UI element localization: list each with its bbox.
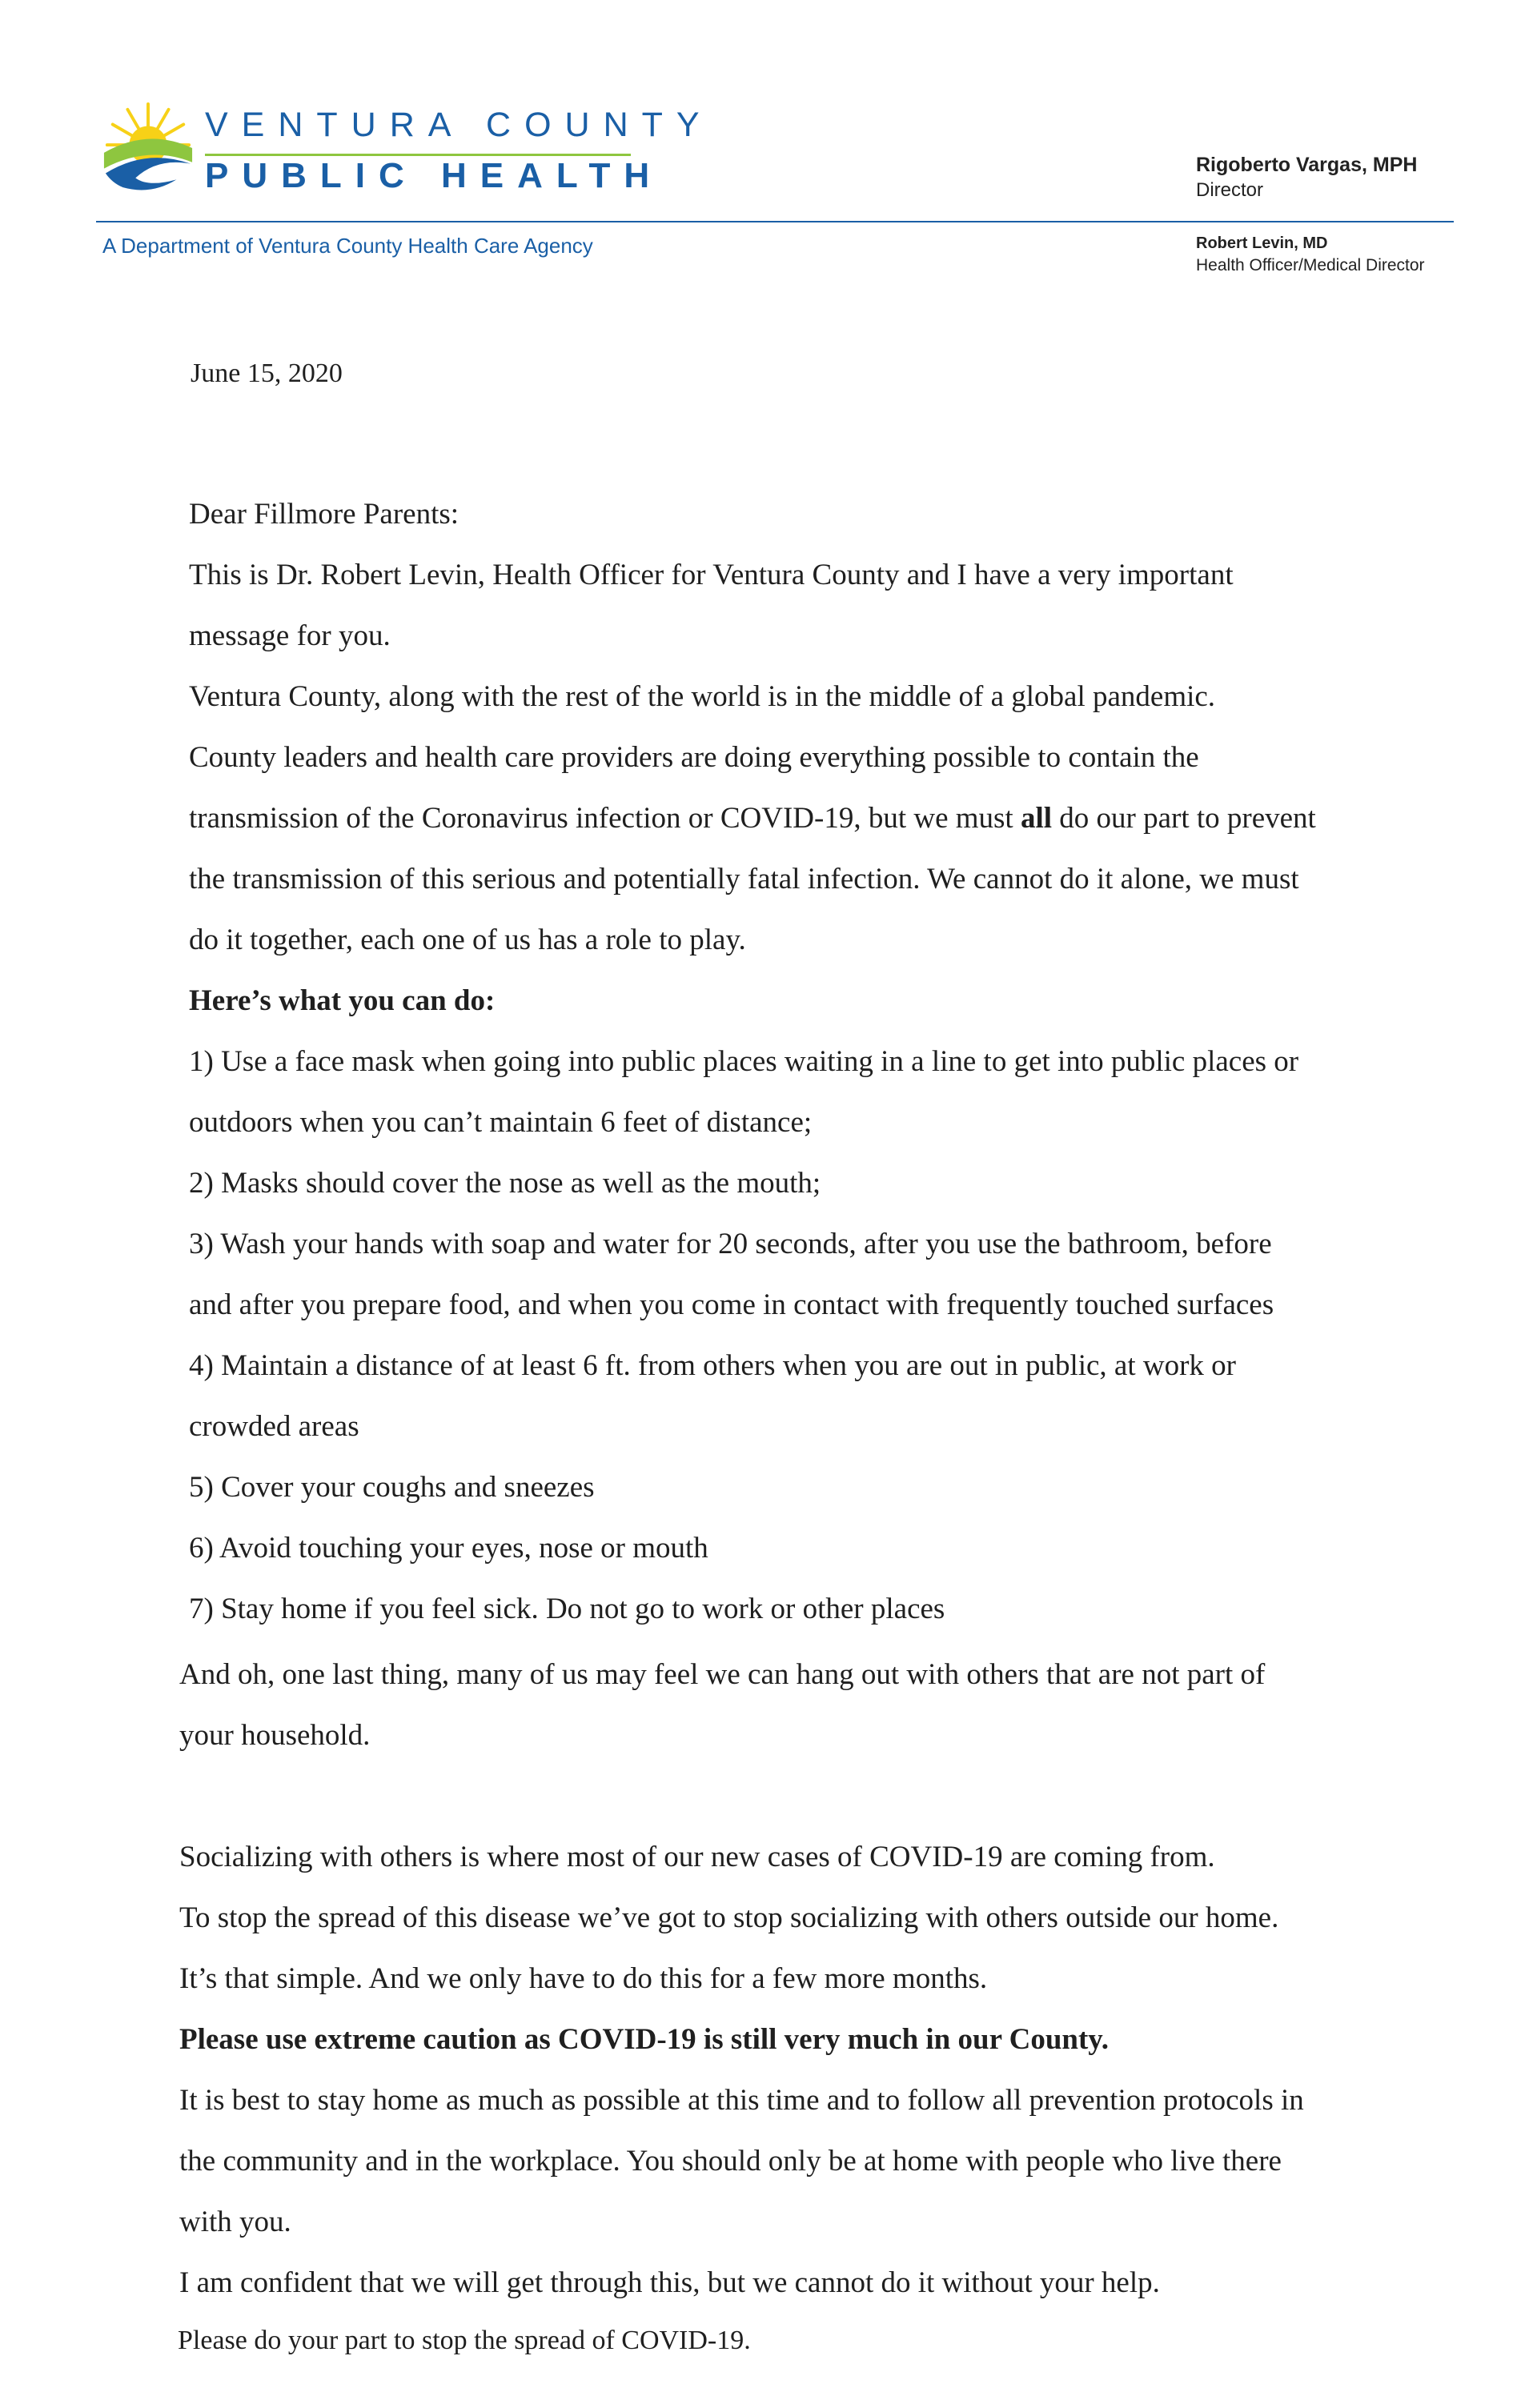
body-line: the transmission of this serious and potentially fatal infection. We cannot do it alone, we must <box>189 863 1299 895</box>
body-line: with you. <box>179 2206 291 2238</box>
list-item: 6) Avoid touching your eyes, nose or mouth <box>189 1532 708 1565</box>
body-line: County leaders and health care providers are doing everything possible to contain the <box>189 741 1199 774</box>
list-item: 7) Stay home if you feel sick. Do not go to work or other places <box>189 1593 945 1625</box>
list-item: 3) Wash your hands with soap and water for 20 seconds, after you use the bathroom, before <box>189 1228 1272 1260</box>
body-line: To stop the spread of this disease we’ve got to stop socializing with others outside our home. <box>179 1901 1279 1934</box>
body-line-emphasis <box>189 788 1494 849</box>
department-line: A Department of Ventura County Health Care Agency <box>102 234 593 258</box>
emph-pre: transmission of the Coronavirus infection or COVID-19, but we must <box>189 802 1021 835</box>
letter-body-part1 <box>189 484 1494 1640</box>
org-name-line2: PUBLIC HEALTH <box>205 156 664 195</box>
director-title: Director <box>1196 179 1264 201</box>
body-line: This is Dr. Robert Levin, Health Officer for Ventura County and I have a very important <box>189 559 1234 591</box>
officer-title: Health Officer/Medical Director <box>1196 256 1425 274</box>
list-item: 2) Masks should cover the nose as well as the mouth; <box>189 1167 821 1200</box>
body-line: the community and in the workplace. You should only be at home with people who live there <box>179 2145 1282 2178</box>
list-item: 4) Maintain a distance of at least 6 ft. from others when you are out in public, at work or <box>189 1349 1236 1382</box>
body-line: I am confident that we will get through this, but we cannot do it without your help. <box>179 2266 1160 2299</box>
letter-date: June 15, 2020 <box>191 359 343 388</box>
emph-bold: all <box>1020 802 1053 835</box>
final-line: Please do your part to stop the spread of COVID-19. <box>178 2326 751 2355</box>
director-block <box>1196 152 1417 203</box>
caution-line: Please use extreme caution as COVID-19 is still very much in our County. <box>179 2023 1110 2056</box>
salutation: Dear Fillmore Parents: <box>189 498 459 531</box>
director-name: Rigoberto Vargas, MPH <box>1196 154 1418 176</box>
list-item: crowded areas <box>189 1410 359 1443</box>
list-item: outdoors when you can’t maintain 6 feet of distance; <box>189 1106 813 1139</box>
list-item: 1) Use a face mask when going into public places waiting in a line to get into public places or <box>189 1045 1299 1078</box>
body-line: your household. <box>179 1719 371 1752</box>
public-health-logo <box>101 101 195 195</box>
letterhead-rule <box>96 221 1454 222</box>
paragraph-gap <box>179 1766 1500 1827</box>
body-line: Ventura County, along with the rest of the world is in the middle of a global pandemic. <box>189 680 1216 713</box>
list-item: and after you prepare food, and when you come in contact with frequently touched surfaces <box>189 1288 1274 1321</box>
letterhead <box>0 0 1537 320</box>
body-line: do it together, each one of us has a role to play. <box>189 924 746 956</box>
list-item: 5) Cover your coughs and sneezes <box>189 1471 595 1504</box>
emph-post: do our part to prevent <box>1052 802 1316 835</box>
officer-block <box>1196 232 1425 277</box>
officer-name: Robert Levin, MD <box>1196 234 1328 252</box>
body-line: It’s that simple. And we only have to do this for a few more months. <box>179 1962 988 1995</box>
body-line: It is best to stay home as much as possible at this time and to follow all prevention protocols in <box>179 2084 1304 2117</box>
body-line: And oh, one last thing, many of us may feel we can hang out with others that are not part of <box>179 1658 1266 1691</box>
body-line: Socializing with others is where most of our new cases of COVID-19 are coming from. <box>179 1841 1215 1873</box>
org-name-line1: VENTURA COUNTY <box>205 106 713 144</box>
letter-body-part2 <box>179 1645 1500 2314</box>
list-heading: Here’s what you can do: <box>189 984 496 1017</box>
body-line: message for you. <box>189 619 391 652</box>
